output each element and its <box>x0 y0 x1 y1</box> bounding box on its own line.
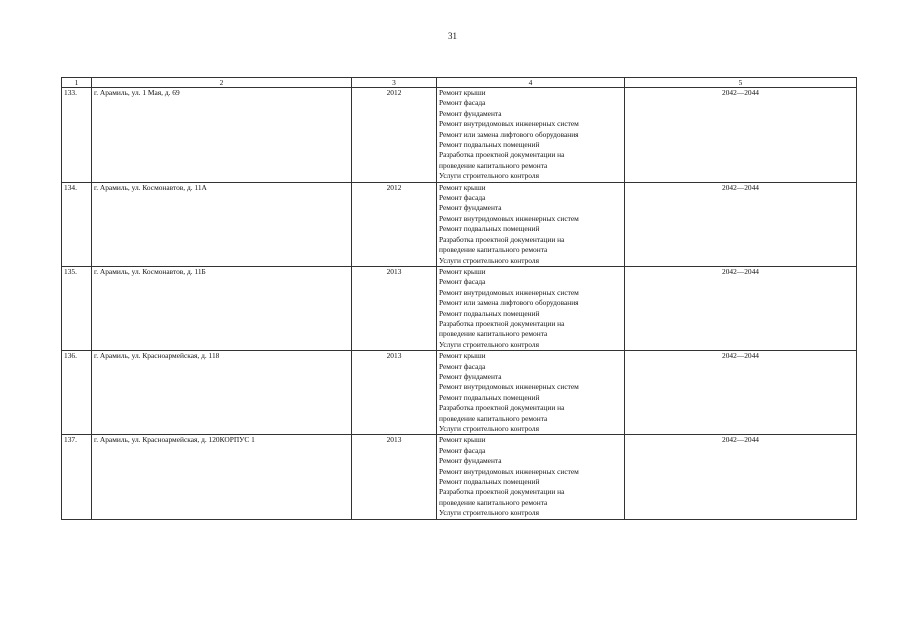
repair-schedule-table <box>61 77 857 520</box>
work-item: Ремонт подвальных помещений <box>439 392 540 402</box>
work-item: Услуги строительного контроля <box>439 424 539 433</box>
work-item: Ремонт крыши <box>439 266 486 276</box>
work-item: Ремонт или замена лифтового оборудования <box>439 298 579 308</box>
works-list <box>437 88 625 183</box>
work-item: Ремонт внутридомовых инженерных систем <box>439 119 579 129</box>
work-item: Ремонт фундамента <box>439 456 502 466</box>
work-item: Ремонт подвальных помещений <box>439 140 540 150</box>
work-item: Ремонт подвальных помещений <box>439 477 540 487</box>
year-cell: 2013 <box>352 351 437 435</box>
table-row <box>62 351 857 435</box>
work-item: Услуги строительного контроля <box>439 339 539 349</box>
works-list <box>437 351 625 435</box>
work-item: Ремонт внутридомовых инженерных систем <box>439 466 579 476</box>
period-cell: 2042—2044 <box>625 182 857 266</box>
table-body <box>62 88 857 520</box>
work-item: Разработка проектной документации на <box>439 403 565 413</box>
header-col-2: 2 <box>92 78 352 88</box>
period-cell: 2042—2044 <box>625 435 857 519</box>
work-item: Ремонт крыши <box>439 88 486 97</box>
work-item: Ремонт подвальных помещений <box>439 308 540 318</box>
work-item: Ремонт фасада <box>439 98 486 108</box>
work-item: Ремонт фасада <box>439 445 486 455</box>
work-item: Разработка проектной документации на <box>439 318 565 328</box>
page-number: 31 <box>448 31 457 41</box>
work-item: Ремонт крыши <box>439 435 486 445</box>
table-row <box>62 182 857 266</box>
row-number: 135. <box>62 266 92 350</box>
row-number: 137. <box>62 435 92 519</box>
header-col-3: 3 <box>352 78 437 88</box>
work-item: проведение капитального ремонта <box>439 497 548 507</box>
row-number: 134. <box>62 182 92 266</box>
work-item: проведение капитального ремонта <box>439 245 548 255</box>
year-cell: 2013 <box>352 266 437 350</box>
work-item: Ремонт подвальных помещений <box>439 224 540 234</box>
table-header <box>62 78 857 88</box>
work-item: Ремонт фундамента <box>439 371 502 381</box>
building-address: г. Арамиль, ул. Красноармейская, д. 120КОРПУС 1 <box>92 435 352 519</box>
table-row <box>62 266 857 350</box>
works-list <box>437 182 625 266</box>
work-item: проведение капитального ремонта <box>439 329 548 339</box>
work-item: Разработка проектной документации на <box>439 234 565 244</box>
work-item: Ремонт крыши <box>439 182 486 192</box>
period-cell: 2042—2044 <box>625 351 857 435</box>
work-item: Ремонт внутридомовых инженерных систем <box>439 382 579 392</box>
works-list <box>437 266 625 350</box>
work-item: Ремонт фундамента <box>439 108 502 118</box>
work-item: Разработка проектной документации на <box>439 150 565 160</box>
period-cell: 2042—2044 <box>625 88 857 183</box>
work-item: Ремонт фасада <box>439 193 486 203</box>
table-row <box>62 435 857 519</box>
work-item: Услуги строительного контроля <box>439 508 539 518</box>
header-col-1: 1 <box>62 78 92 88</box>
header-col-4: 4 <box>437 78 625 88</box>
work-item: Ремонт крыши <box>439 351 486 361</box>
work-item: Ремонт или замена лифтового оборудования <box>439 129 579 139</box>
year-cell: 2012 <box>352 88 437 183</box>
year-cell: 2012 <box>352 182 437 266</box>
works-list <box>437 435 625 519</box>
work-item: Ремонт внутридомовых инженерных систем <box>439 287 579 297</box>
work-item: Разработка проектной документации на <box>439 487 565 497</box>
year-cell: 2013 <box>352 435 437 519</box>
work-item: Ремонт фундамента <box>439 203 502 213</box>
row-number: 133. <box>62 88 92 183</box>
building-address: г. Арамиль, ул. Космонавтов, д. 11Б <box>92 266 352 350</box>
work-item: проведение капитального ремонта <box>439 160 548 170</box>
work-item: Услуги строительного контроля <box>439 255 539 265</box>
work-item: Ремонт внутридомовых инженерных систем <box>439 213 579 223</box>
work-item: Ремонт фасада <box>439 361 486 371</box>
row-number: 136. <box>62 351 92 435</box>
period-cell: 2042—2044 <box>625 266 857 350</box>
work-item: проведение капитального ремонта <box>439 413 548 423</box>
building-address: г. Арамиль, ул. Космонавтов, д. 11А <box>92 182 352 266</box>
work-item: Ремонт фасада <box>439 277 486 287</box>
building-address: г. Арамиль, ул. 1 Мая, д. 69 <box>92 88 352 183</box>
building-address: г. Арамиль, ул. Красноармейская, д. 118 <box>92 351 352 435</box>
work-item: Услуги строительного контроля <box>439 171 539 181</box>
header-col-5: 5 <box>625 78 857 88</box>
table-row <box>62 88 857 183</box>
header-row <box>62 78 857 88</box>
